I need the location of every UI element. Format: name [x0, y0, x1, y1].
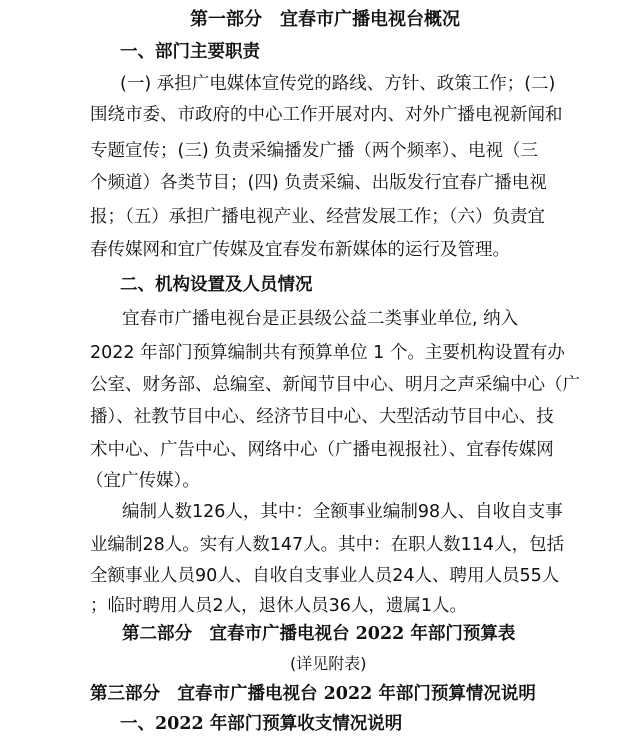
- part2-title: 第二部分 宜春市广播电视台 2022 年部门预算表: [122, 624, 516, 644]
- section2-para2-line: 全额事业人员90人、自收自支事业人员24人、聘用人员55人: [90, 566, 560, 586]
- section1-line: 专题宣传；(三) 负责采编播发广播（两个频率）、电视（三: [90, 141, 538, 161]
- part2-note: (详见附表): [290, 654, 367, 673]
- part1-title: 第一部分 宜春市广播电视台概况: [190, 9, 460, 30]
- section1-line: (一) 承担广电媒体宣传党的路线、方针、政策工作；(二): [120, 74, 556, 94]
- section1-line: 报；（五）承担广播电视产业、经营发展工作；（六）负责宜: [90, 207, 545, 227]
- part3-heading1: 一、2022 年部门预算收支情况说明: [120, 714, 403, 734]
- section2-para2-line: ；临时聘用人员2人，退休人员36人，遗属1人。: [90, 596, 468, 616]
- part3-title: 第三部分 宜春市广播电视台 2022 年部门预算情况说明: [90, 684, 536, 704]
- section2-para1-line: （宜广传媒）。: [86, 471, 200, 491]
- section2-para1-line: 播）、社教节目中心、经济节目中心、大型活动节目中心、技: [90, 407, 554, 427]
- section2-para1-line: 宜春市广播电视台是正县级公益二类事业单位, 纳入: [122, 309, 519, 329]
- section2-heading: 二、机构设置及人员情况: [120, 275, 313, 295]
- section1-line: 春传媒网和宜广传媒及宜春发布新媒体的运行及管理。: [90, 240, 510, 260]
- section1-heading: 一、部门主要职责: [120, 42, 260, 62]
- section2-para2-line: 编制人数126人，其中：全额事业编制98人、自收自支事: [122, 502, 563, 522]
- section2-para1-line: 术中心、广告中心、网络中心（广播电视报社）、宜春传媒网: [90, 440, 554, 460]
- section2-para1-line: 公室、财务部、总编室、新闻节目中心、明月之声采编中心（广: [90, 375, 580, 395]
- section1-line: 围绕市委、市政府的中心工作开展对内、对外广播电视新闻和: [90, 105, 563, 125]
- section2-para1-line: 2022 年部门预算编制共有预算单位 1 个。主要机构设置有办: [90, 343, 565, 363]
- section2-para2-line: 业编制28人。实有人数147人。其中：在职人数114人，包括: [90, 535, 565, 555]
- section1-line: 个频道）各类节目；(四) 负责采编、出版发行宜春广播电视: [90, 173, 547, 193]
